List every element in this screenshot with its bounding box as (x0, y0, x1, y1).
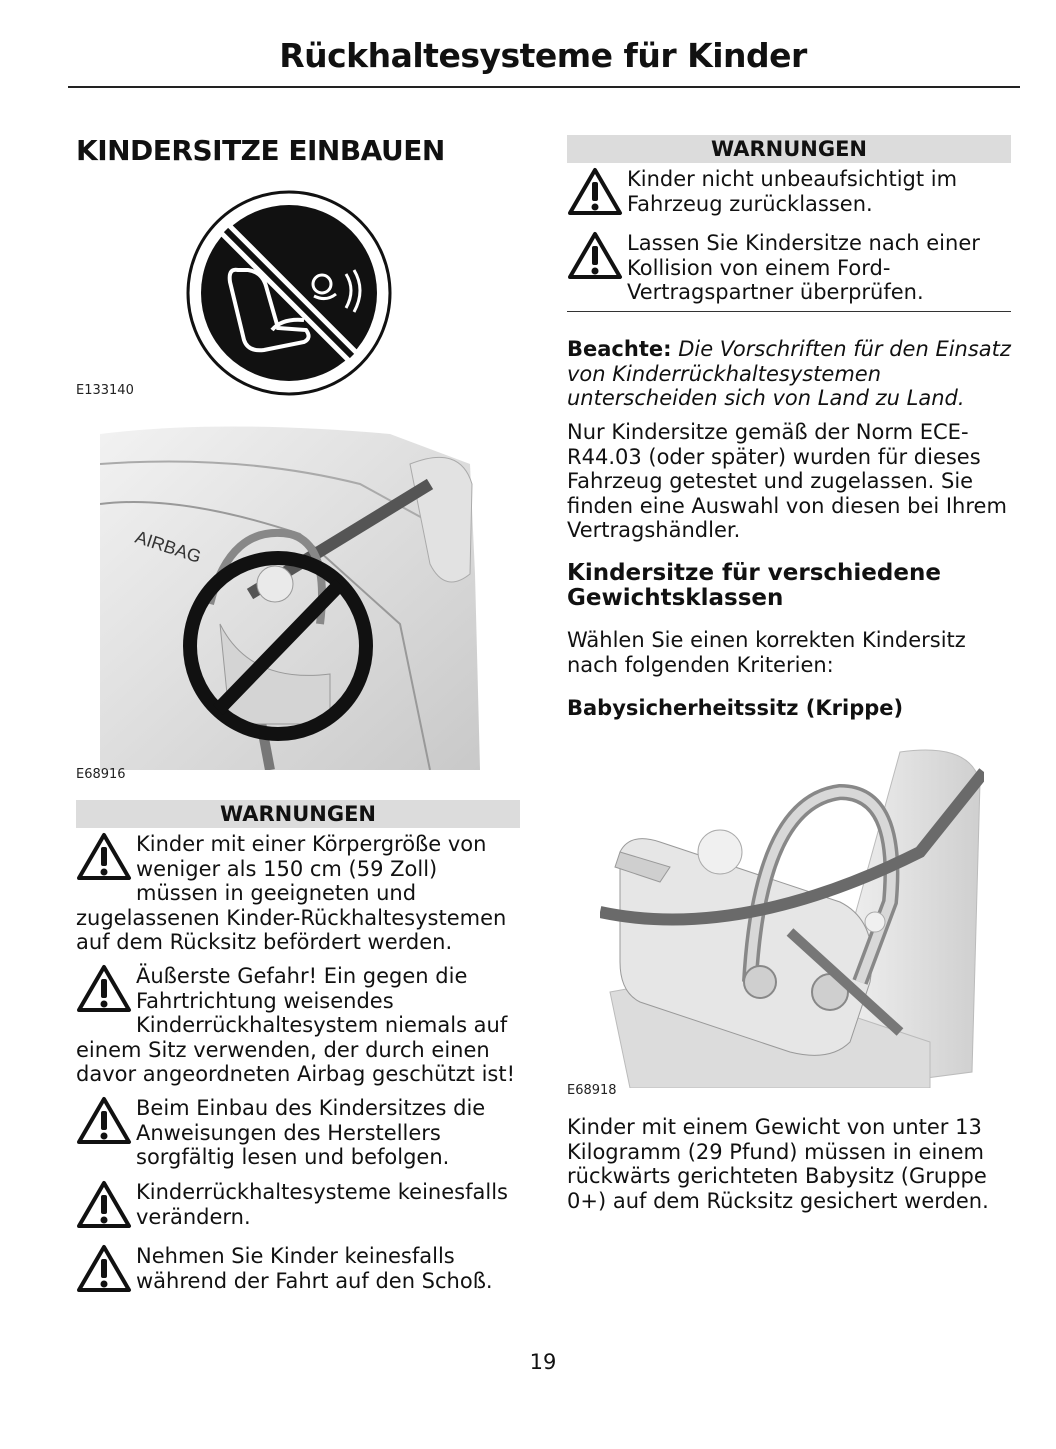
warning-triangle-icon (76, 832, 132, 882)
warning-triangle-icon (76, 1244, 132, 1294)
subheading: Kindersitze für verschiedene Gewichtsklassen (567, 560, 941, 611)
warnings-header: WARNUNGEN (76, 800, 520, 828)
warnings-divider (567, 311, 1011, 312)
no-child-seat-sign-icon (186, 190, 392, 396)
airbag-warning-illustration (100, 424, 480, 770)
warnings-header: WARNUNGEN (567, 135, 1011, 163)
section-heading: KINDERSITZE EINBAUEN (76, 134, 445, 167)
warning-triangle-icon (76, 1096, 132, 1146)
page-number: 19 (529, 1350, 557, 1374)
title-divider (68, 86, 1020, 88)
warning-item: Beim Einbau des Kindersitzes die Anweisungen des Herstellers sorgfältig lesen und befolgen. (76, 1096, 522, 1170)
warning-item: Kinder nicht unbeaufsichtigt im Fahrzeug zurücklassen. (567, 167, 1007, 217)
note-label: Beachte: (567, 337, 672, 361)
figure-label: E68916 (76, 767, 126, 782)
baby-seat-heading: Babysicherheitssitz (Krippe) (567, 696, 904, 720)
warning-triangle-icon (567, 167, 623, 217)
airbag-label: AIRBAG (132, 526, 204, 567)
warning-item: Kinderrückhaltesysteme keinesfalls verändern. (76, 1180, 522, 1230)
warning-triangle-icon (76, 964, 132, 1014)
choose-paragraph: Wählen Sie einen korrekten Kindersitz nach folgenden Kriterien: (567, 628, 966, 677)
figure-label: E133140 (76, 383, 134, 398)
warning-item: Lassen Sie Kindersitze nach einer Kollision von einem Ford-Vertragspartner überprüfen. (567, 231, 1007, 305)
note-paragraph (567, 337, 1013, 411)
figure-label: E68918 (567, 1083, 617, 1098)
note-text: Die Vorschriften für den Einsatz von Kinderrückhaltesystemen unterscheiden sich von Land zu Land. (567, 337, 1011, 410)
warning-item: Kinder mit einer Körpergröße von weniger als 150 cm (59 Zoll) müssen in geeigneten und zugelassenen Kinder-Rückhaltesystemen auf dem Rücksitz befördert werden. (76, 832, 507, 954)
warning-item: Äußerste Gefahr! Ein gegen die Fahrtrichtung weisendes Kinderrückhaltesystem niemals auf einem Sitz verwenden, der durch einen davor angeordneten Airbag geschützt ist! (76, 964, 516, 1086)
weight-paragraph: Kinder mit einem Gewicht von unter 13 Kilogramm (29 Pfund) müssen in einem rückwärts gerichteten Babysitz (Gruppe 0+) auf dem Rücksitz gesichert werden. (567, 1115, 989, 1213)
warning-triangle-icon (76, 1180, 132, 1230)
norm-paragraph: Nur Kindersitze gemäß der Norm ECE-R44.03 (oder später) wurden für dieses Fahrzeug getestet und zugelassen. Sie finden eine Auswahl von diesen bei Ihrem Vertragshändler. (567, 420, 1007, 542)
warning-triangle-icon (567, 231, 623, 281)
page-title: Rückhaltesysteme für Kinder (279, 36, 807, 75)
warning-item: Nehmen Sie Kinder keinesfalls während der Fahrt auf den Schoß. (76, 1244, 522, 1294)
baby-seat-illustration (600, 742, 984, 1088)
